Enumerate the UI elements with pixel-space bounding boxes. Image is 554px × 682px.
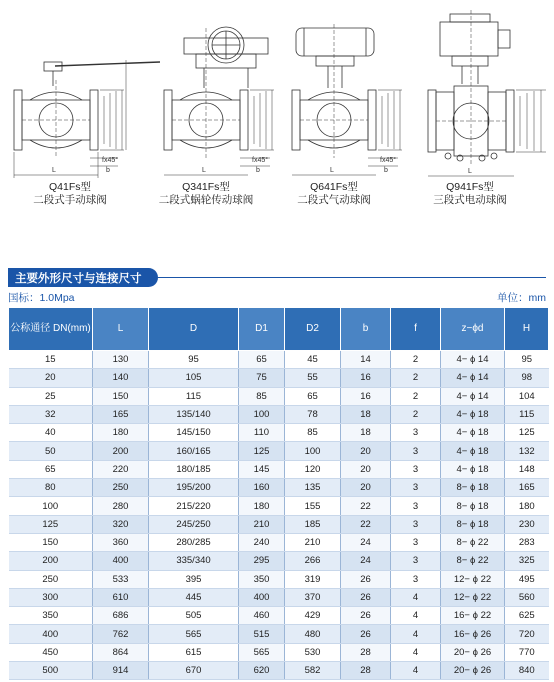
table-cell: 230 xyxy=(505,515,549,533)
table-cell: 615 xyxy=(149,643,239,661)
table-cell: 180/185 xyxy=(149,460,239,478)
table-cell: 530 xyxy=(285,643,341,661)
table-cell: 135 xyxy=(285,479,341,497)
table-cell: 145/150 xyxy=(149,424,239,442)
table-cell: 400 xyxy=(239,588,285,606)
table-cell: 400 xyxy=(93,552,149,570)
header-f: f xyxy=(391,308,441,351)
table-cell: 8− ϕ 18 xyxy=(441,497,505,515)
table-cell: 65 xyxy=(239,351,285,369)
table-cell: 3 xyxy=(391,442,441,460)
table-cell: 24 xyxy=(341,533,391,551)
valve-desc: 二段式蜗轮传动球阀 xyxy=(158,194,254,206)
table-cell: 100 xyxy=(239,405,285,423)
table-cell: 195/200 xyxy=(149,479,239,497)
header-l: L xyxy=(93,308,149,351)
table-cell: 582 xyxy=(285,662,341,680)
table-cell: 4− ϕ 18 xyxy=(441,460,505,478)
table-cell: 565 xyxy=(149,625,239,643)
table-cell: 132 xyxy=(505,442,549,460)
table-cell: 350 xyxy=(239,570,285,588)
table-cell: 4 xyxy=(391,588,441,606)
table-cell: 670 xyxy=(149,662,239,680)
table-cell: 110 xyxy=(239,424,285,442)
table-cell: 762 xyxy=(93,625,149,643)
table-cell: 914 xyxy=(93,662,149,680)
table-cell: 3 xyxy=(391,479,441,497)
table-cell: 26 xyxy=(341,570,391,588)
table-row xyxy=(9,405,549,423)
table-cell: 22 xyxy=(341,515,391,533)
table-cell: 220 xyxy=(93,460,149,478)
table-cell: 3 xyxy=(391,424,441,442)
dim-label-l-2: L xyxy=(202,167,206,174)
table-cell: 533 xyxy=(93,570,149,588)
table-cell: 165 xyxy=(93,405,149,423)
table-cell: 400 xyxy=(9,625,93,643)
table-cell: 185 xyxy=(285,515,341,533)
valve-caption-3 xyxy=(264,181,404,207)
table-cell: 2 xyxy=(391,387,441,405)
table-cell: 8− ϕ 18 xyxy=(441,479,505,497)
table-cell: 100 xyxy=(9,497,93,515)
dim-label-l-3: L xyxy=(330,167,334,174)
table-cell: 280/285 xyxy=(149,533,239,551)
table-cell: 4− ϕ 14 xyxy=(441,387,505,405)
table-cell: 65 xyxy=(285,387,341,405)
table-cell: 625 xyxy=(505,607,549,625)
table-cell: 26 xyxy=(341,607,391,625)
valve-desc: 三段式电动球阀 xyxy=(433,194,507,206)
table-header-row xyxy=(9,308,549,351)
valve-desc: 二段式气动球阀 xyxy=(297,194,371,206)
table-cell: 125 xyxy=(9,515,93,533)
table-cell: 2 xyxy=(391,351,441,369)
table-cell: 18 xyxy=(341,424,391,442)
table-row xyxy=(9,607,549,625)
table-cell: 480 xyxy=(285,625,341,643)
table-row xyxy=(9,387,549,405)
valve-caption-2 xyxy=(136,181,276,207)
table-cell: 12− ϕ 22 xyxy=(441,570,505,588)
table-cell: 20− ϕ 26 xyxy=(441,662,505,680)
table-cell: 200 xyxy=(9,552,93,570)
table-cell: 4− ϕ 14 xyxy=(441,369,505,387)
header-h: H xyxy=(505,308,549,351)
table-cell: 75 xyxy=(239,369,285,387)
table-cell: 105 xyxy=(149,369,239,387)
table-cell: 100 xyxy=(285,442,341,460)
valve-drawings xyxy=(0,0,554,215)
table-cell: 335/340 xyxy=(149,552,239,570)
table-cell: 3 xyxy=(391,552,441,570)
table-row xyxy=(9,424,549,442)
table-cell: 80 xyxy=(9,479,93,497)
header-d: D xyxy=(149,308,239,351)
table-row xyxy=(9,552,549,570)
valve-desc: 二段式手动球阀 xyxy=(33,194,107,206)
table-cell: 120 xyxy=(285,460,341,478)
table-cell: 4− ϕ 18 xyxy=(441,442,505,460)
table-cell: 250 xyxy=(9,570,93,588)
header-d1: D1 xyxy=(239,308,285,351)
table-row xyxy=(9,515,549,533)
table-cell: 25 xyxy=(9,387,93,405)
table-cell: 200 xyxy=(93,442,149,460)
table-cell: 560 xyxy=(505,588,549,606)
table-cell: 150 xyxy=(93,387,149,405)
header-d2: D2 xyxy=(285,308,341,351)
table-cell: 610 xyxy=(93,588,149,606)
manual-ball-valve-drawing xyxy=(14,60,160,178)
table-cell: 8− ϕ 22 xyxy=(441,552,505,570)
table-cell: 3 xyxy=(391,460,441,478)
table-cell: 319 xyxy=(285,570,341,588)
table-cell: 4 xyxy=(391,643,441,661)
table-cell: 370 xyxy=(285,588,341,606)
table-cell: 12− ϕ 22 xyxy=(441,588,505,606)
table-cell: 16− ϕ 22 xyxy=(441,607,505,625)
table-cell: 300 xyxy=(9,588,93,606)
dim-label-fx45-2: fx45° xyxy=(252,157,269,164)
unit-label: 单位：mm xyxy=(497,292,546,304)
table-cell: 16 xyxy=(341,369,391,387)
table-cell: 350 xyxy=(9,607,93,625)
valve-caption-4 xyxy=(400,181,540,207)
dimension-table xyxy=(8,307,549,680)
table-cell: 320 xyxy=(93,515,149,533)
standard-label: 国标：1.0Mpa xyxy=(8,292,75,304)
table-cell: 85 xyxy=(239,387,285,405)
table-cell: 4− ϕ 14 xyxy=(441,351,505,369)
table-cell: 840 xyxy=(505,662,549,680)
table-cell: 135/140 xyxy=(149,405,239,423)
header-zd: z−ϕd xyxy=(441,308,505,351)
table-cell: 360 xyxy=(93,533,149,551)
table-cell: 20− ϕ 26 xyxy=(441,643,505,661)
table-cell: 283 xyxy=(505,533,549,551)
table-cell: 18 xyxy=(341,405,391,423)
table-cell: 180 xyxy=(505,497,549,515)
table-row xyxy=(9,643,549,661)
table-cell: 26 xyxy=(341,588,391,606)
table-row xyxy=(9,570,549,588)
table-cell: 45 xyxy=(285,351,341,369)
table-cell: 429 xyxy=(285,607,341,625)
table-cell: 15 xyxy=(9,351,93,369)
section-title: 主要外形尺寸与连接尺寸 xyxy=(15,273,142,285)
table-cell: 20 xyxy=(9,369,93,387)
table-cell: 4 xyxy=(391,662,441,680)
table-cell: 24 xyxy=(341,552,391,570)
table-cell: 450 xyxy=(9,643,93,661)
table-cell: 180 xyxy=(239,497,285,515)
table-cell: 4 xyxy=(391,625,441,643)
table-cell: 295 xyxy=(239,552,285,570)
table-cell: 3 xyxy=(391,515,441,533)
table-cell: 145 xyxy=(239,460,285,478)
table-cell: 620 xyxy=(239,662,285,680)
valve-caption-1 xyxy=(0,181,140,207)
table-row xyxy=(9,497,549,515)
dim-label-b-1: b xyxy=(106,167,110,174)
dim-label-fx45-1: fx45° xyxy=(102,157,119,164)
table-cell: 32 xyxy=(9,405,93,423)
table-cell: 20 xyxy=(341,442,391,460)
table-cell: 50 xyxy=(9,442,93,460)
valve-model: Q341Fs型 xyxy=(182,181,230,193)
table-cell: 104 xyxy=(505,387,549,405)
table-cell: 65 xyxy=(9,460,93,478)
table-cell: 160 xyxy=(239,479,285,497)
table-cell: 180 xyxy=(93,424,149,442)
table-cell: 864 xyxy=(93,643,149,661)
table-cell: 210 xyxy=(285,533,341,551)
table-cell: 28 xyxy=(341,662,391,680)
table-cell: 28 xyxy=(341,643,391,661)
table-cell: 125 xyxy=(239,442,285,460)
table-cell: 505 xyxy=(149,607,239,625)
pneumatic-ball-valve-drawing xyxy=(292,24,402,175)
table-cell: 3 xyxy=(391,497,441,515)
table-row xyxy=(9,588,549,606)
table-cell: 98 xyxy=(505,369,549,387)
valve-model: Q641Fs型 xyxy=(310,181,358,193)
section-header-rule xyxy=(158,277,546,278)
table-row xyxy=(9,369,549,387)
table-cell: 16− ϕ 26 xyxy=(441,625,505,643)
table-cell: 515 xyxy=(239,625,285,643)
table-cell: 140 xyxy=(93,369,149,387)
table-cell: 2 xyxy=(391,405,441,423)
dim-label-b-2: b xyxy=(256,167,260,174)
table-row xyxy=(9,625,549,643)
table-cell: 4− ϕ 18 xyxy=(441,424,505,442)
table-cell: 250 xyxy=(93,479,149,497)
table-cell: 26 xyxy=(341,625,391,643)
table-row xyxy=(9,662,549,680)
table-cell: 130 xyxy=(93,351,149,369)
table-row xyxy=(9,442,549,460)
table-body xyxy=(9,351,549,680)
worm-gear-ball-valve-drawing xyxy=(164,27,274,175)
table-cell: 20 xyxy=(341,479,391,497)
table-cell: 245/250 xyxy=(149,515,239,533)
table-cell: 40 xyxy=(9,424,93,442)
table-cell: 4− ϕ 18 xyxy=(441,405,505,423)
table-cell: 20 xyxy=(341,460,391,478)
table-cell: 165 xyxy=(505,479,549,497)
dim-label-b-3: b xyxy=(384,167,388,174)
table-cell: 395 xyxy=(149,570,239,588)
dim-label-l-4: L xyxy=(468,168,472,175)
dim-label-fx45-3: fx45° xyxy=(380,157,397,164)
table-cell: 55 xyxy=(285,369,341,387)
table-cell: 8− ϕ 22 xyxy=(441,533,505,551)
table-cell: 720 xyxy=(505,625,549,643)
valve-model: Q41Fs型 xyxy=(48,181,91,193)
table-cell: 215/220 xyxy=(149,497,239,515)
table-cell: 445 xyxy=(149,588,239,606)
table-cell: 8− ϕ 18 xyxy=(441,515,505,533)
table-cell: 280 xyxy=(93,497,149,515)
table-cell: 22 xyxy=(341,497,391,515)
header-dn: 公称通径 DN(mm) xyxy=(9,308,93,351)
valve-model: Q941Fs型 xyxy=(446,181,494,193)
table-cell: 240 xyxy=(239,533,285,551)
table-cell: 95 xyxy=(149,351,239,369)
section-header xyxy=(8,268,546,287)
table-cell: 2 xyxy=(391,369,441,387)
table-cell: 686 xyxy=(93,607,149,625)
table-cell: 266 xyxy=(285,552,341,570)
table-cell: 14 xyxy=(341,351,391,369)
table-cell: 460 xyxy=(239,607,285,625)
table-cell: 3 xyxy=(391,570,441,588)
table-cell: 770 xyxy=(505,643,549,661)
dim-label-l-1: L xyxy=(52,167,56,174)
table-cell: 95 xyxy=(505,351,549,369)
table-cell: 500 xyxy=(9,662,93,680)
table-cell: 4 xyxy=(391,607,441,625)
header-b: b xyxy=(341,308,391,351)
table-cell: 115 xyxy=(505,405,549,423)
table-row xyxy=(9,351,549,369)
electric-ball-valve-drawing xyxy=(428,10,546,176)
table-cell: 78 xyxy=(285,405,341,423)
table-cell: 565 xyxy=(239,643,285,661)
table-cell: 210 xyxy=(239,515,285,533)
table-cell: 160/165 xyxy=(149,442,239,460)
table-cell: 495 xyxy=(505,570,549,588)
table-cell: 148 xyxy=(505,460,549,478)
table-cell: 125 xyxy=(505,424,549,442)
table-row xyxy=(9,460,549,478)
table-cell: 150 xyxy=(9,533,93,551)
table-cell: 155 xyxy=(285,497,341,515)
table-cell: 115 xyxy=(149,387,239,405)
table-row xyxy=(9,533,549,551)
table-cell: 325 xyxy=(505,552,549,570)
table-cell: 3 xyxy=(391,533,441,551)
table-cell: 85 xyxy=(285,424,341,442)
table-row xyxy=(9,479,549,497)
table-cell: 16 xyxy=(341,387,391,405)
